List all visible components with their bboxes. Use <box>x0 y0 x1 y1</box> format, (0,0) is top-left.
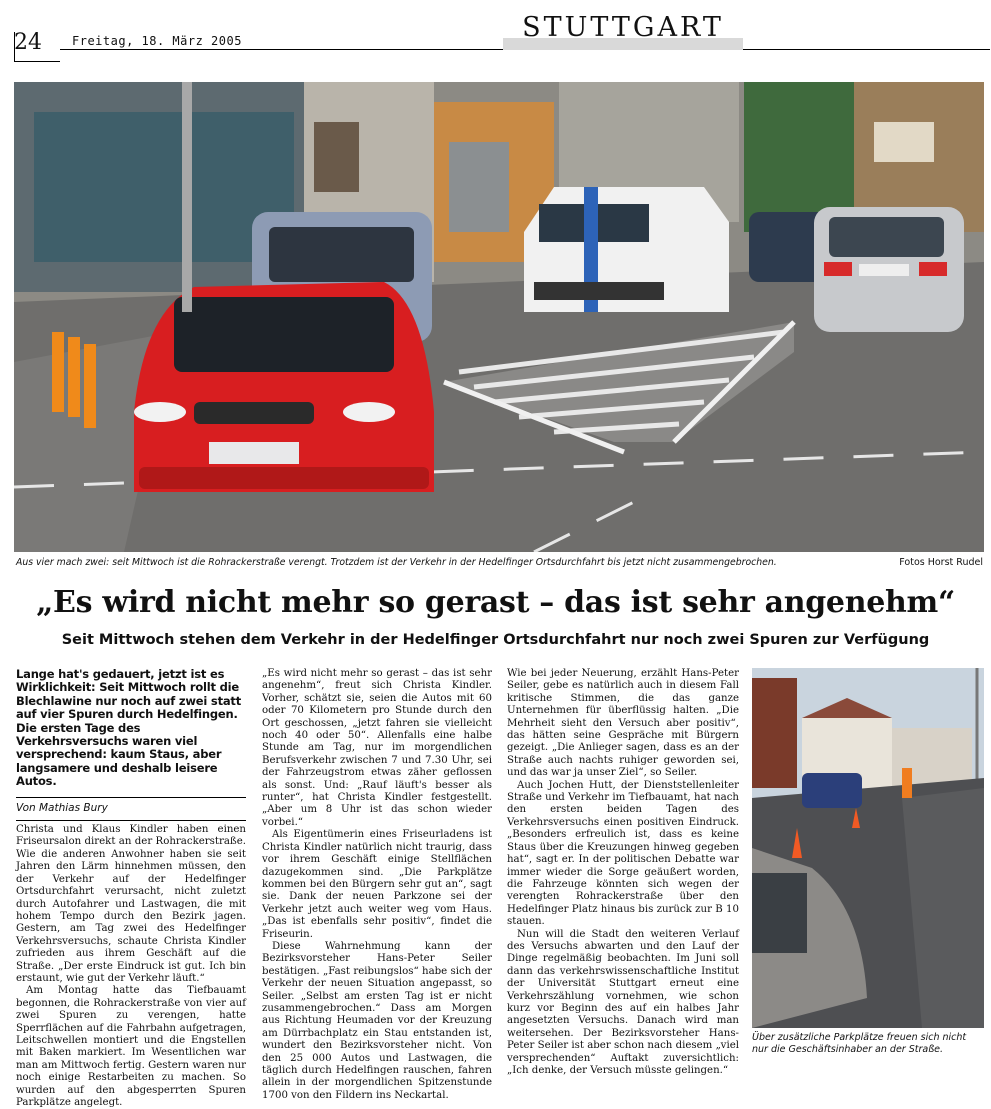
article-headline: „Es wird nicht mehr so gerast – das ist sehr angenehm“ <box>36 585 955 620</box>
paragraph: „Es wird nicht mehr so gerast – das ist sehr angenehm“, freut sich Christa Kindler. Vorher, schätzt sie, seien die Autos mit 60 oder 70 Kilometern pro Stunde durch den Ort geschossen, „jetzt fahren sie vielleicht noch 40 oder 50“. Allenfalls eine halbe Stunde am Tag, nur im morgendlichen Berufsverkehr zwischen 7 und 7.30 Uhr, sei der Fahrzeugstrom etwas zäher geflossen als sonst. Und: „Rauf läuft's besser als runter“, hat Christa Kindler festgestellt. „Aber um 8 Uhr ist das schon wieder vorbei.“ <box>262 668 492 828</box>
paragraph: Christa und Klaus Kindler haben einen Friseursalon direkt an der Rohrackerstraße. Wie die anderen Anwohner haben sie seit Jahren den Lärm hinnehmen müssen, den der Verkehr auf der Hedelfinger Ortsdurchfahrt verursacht, nicht zuletzt durch Autofahrer und Lastwagen, die mit hohem Tempo durch den Bezirk jagen. Gestern, am Tag zwei des Hedelfinger Verkehrsversuchs, schaute Christa Kindler zufrieden aus ihrem Geschäft auf die Straße. „Der erste Eindruck ist gut. Ich bin erstaunt, wie gut der Verkehr läuft.“ <box>16 824 246 984</box>
article-byline: Von Mathias Bury <box>16 801 108 814</box>
parking-photo <box>752 668 984 1028</box>
paragraph: Als Eigentümerin eines Friseurladens ist Christa Kindler natürlich nicht traurig, dass vor ihrem Geschäft einige Stellflächen dazugekommen sind. „Die Parkplätze kommen bei den Bürgern sehr gut an“, sagt sie. Dank der neuen Parkzone sei der Verkehr jetzt auch weiter weg vom Haus. „Das ist ebenfalls sehr positiv“, findet die Friseurin. <box>262 829 492 940</box>
paragraph: Diese Wahrnehmung kann der Bezirksvorsteher Hans-Peter Seiler bestätigen. „Fast reibungslos“ habe sich der Verkehr der neuen Situation angepasst, so Seiler. „Selbst am ersten Tag ist er nicht zusammengebrochen.“ Dass am Morgen aus Richtung Heumaden vor der Kreuzung am Dürrbachplatz ein Stau entstanden ist, wundert den Bezirksvorsteher nicht. Von den 25 000 Autos und Lastwagen, die täglich durch Hedelfingen rauschen, fahren allein in der morgendlichen Spitzenstunde 1700 von den Fildern ins Neckartal. <box>262 940 492 1101</box>
paragraph: Nun will die Stadt den weiteren Verlauf des Versuchs abwarten und den Lauf der Dinge regelmäßig beobachten. Im Juni soll dann das verkehrswissenschaftliche Institut der Universität Stuttgart erneut eine Verkehrszählung vornehmen, wie schon kurz vor Beginn des auf ein halbes Jahr angesetzten Versuchs. Danach wird man weitersehen. Der Bezirksvorsteher Hans-Peter Seiler ist aber schon nach diesem „viel versprechenden“ Auftakt zuversichtlich: „Ich denke, der Versuch müsste gelingen.“ <box>507 928 739 1076</box>
paragraph: Auch Jochen Hutt, der Dienststellenleiter Straße und Verkehr im Tiefbauamt, hat nach den ersten beiden Tagen des Verkehrsversuchs einen positiven Eindruck. „Besonders erfreulich ist, dass es keine Staus über die Kreuzungen hinweg gegeben hat“, sagt er. In der politischen Debatte war immer wieder die Sorge geäußert worden, die Fahrzeuge könnten sich wegen der verengten Rohrackerstraße über den Hedelfinger Platz hinaus bis zurück zur B 10 stauen. <box>507 779 739 928</box>
main-street-photo <box>14 82 984 552</box>
photo-credit: Fotos Horst Rudel <box>899 557 983 568</box>
byline-rule-bottom <box>16 820 246 821</box>
article-subhead: Seit Mittwoch stehen dem Verkehr in der Hedelfinger Ortsdurchfahrt nur noch zwei Spuren zur Verfügung <box>61 632 930 648</box>
article-column-3 <box>507 668 739 1077</box>
side-photo-caption: Über zusätzliche Parkplätze freuen sich nicht nur die Geschäftsinhaber an der Straße. <box>752 1032 967 1055</box>
byline-rule-top <box>16 797 246 798</box>
page-number: 24 <box>14 30 42 55</box>
paragraph: Wie bei jeder Neuerung, erzählt Hans-Peter Seiler, gebe es natürlich auch in diesem Fall kritische Stimmen, die das ganze Unternehmen für überflüssig halten. „Die Mehrheit sieht den Versuch aber positiv“, das hätten seine Gespräche mit Bürgern gezeigt. „Die Anlieger sagen, dass es an der Straße auch nachts ruhiger geworden sei, und das war ja unser Ziel“, so Seiler. <box>507 668 739 779</box>
paragraph: Am Montag hatte das Tiefbauamt begonnen, die Rohrackerstraße von vier auf zwei Spuren zu verengen, hatte Sperrflächen auf die Fahrbahn aufgetragen, Leitschwellen montiert und die Engstellen mit Baken markiert. Im Wesentlichen war man am Mittwoch fertig. Gestern waren nur noch einige Restarbeiten zu machen. So wurden auf den abgesperrten Spuren Parkplätze angelegt. <box>16 985 246 1108</box>
article-column-2 <box>262 668 492 1102</box>
photo-caption: Aus vier mach zwei: seit Mittwoch ist die Rohrackerstraße verengt. Trotzdem ist der Verkehr in der Hedelfinger Ortsdurchfahrt bis jetzt nicht zusammengebrochen. <box>16 557 777 568</box>
section-title: STUTTGART <box>522 12 724 43</box>
issue-date: Freitag, 18. März 2005 <box>72 34 242 48</box>
article-lead: Lange hat's gedauert, jetzt ist es Wirklichkeit: Seit Mittwoch rollt die Blechlawine nur noch auf zwei statt auf vier Spuren durch Hedelfingen. Die ersten Tage des Verkehrsversuchs waren viel versprechend: kaum Staus, aber langsamere und deshalb leisere Autos. <box>16 667 242 789</box>
article-column-1 <box>16 668 246 1109</box>
